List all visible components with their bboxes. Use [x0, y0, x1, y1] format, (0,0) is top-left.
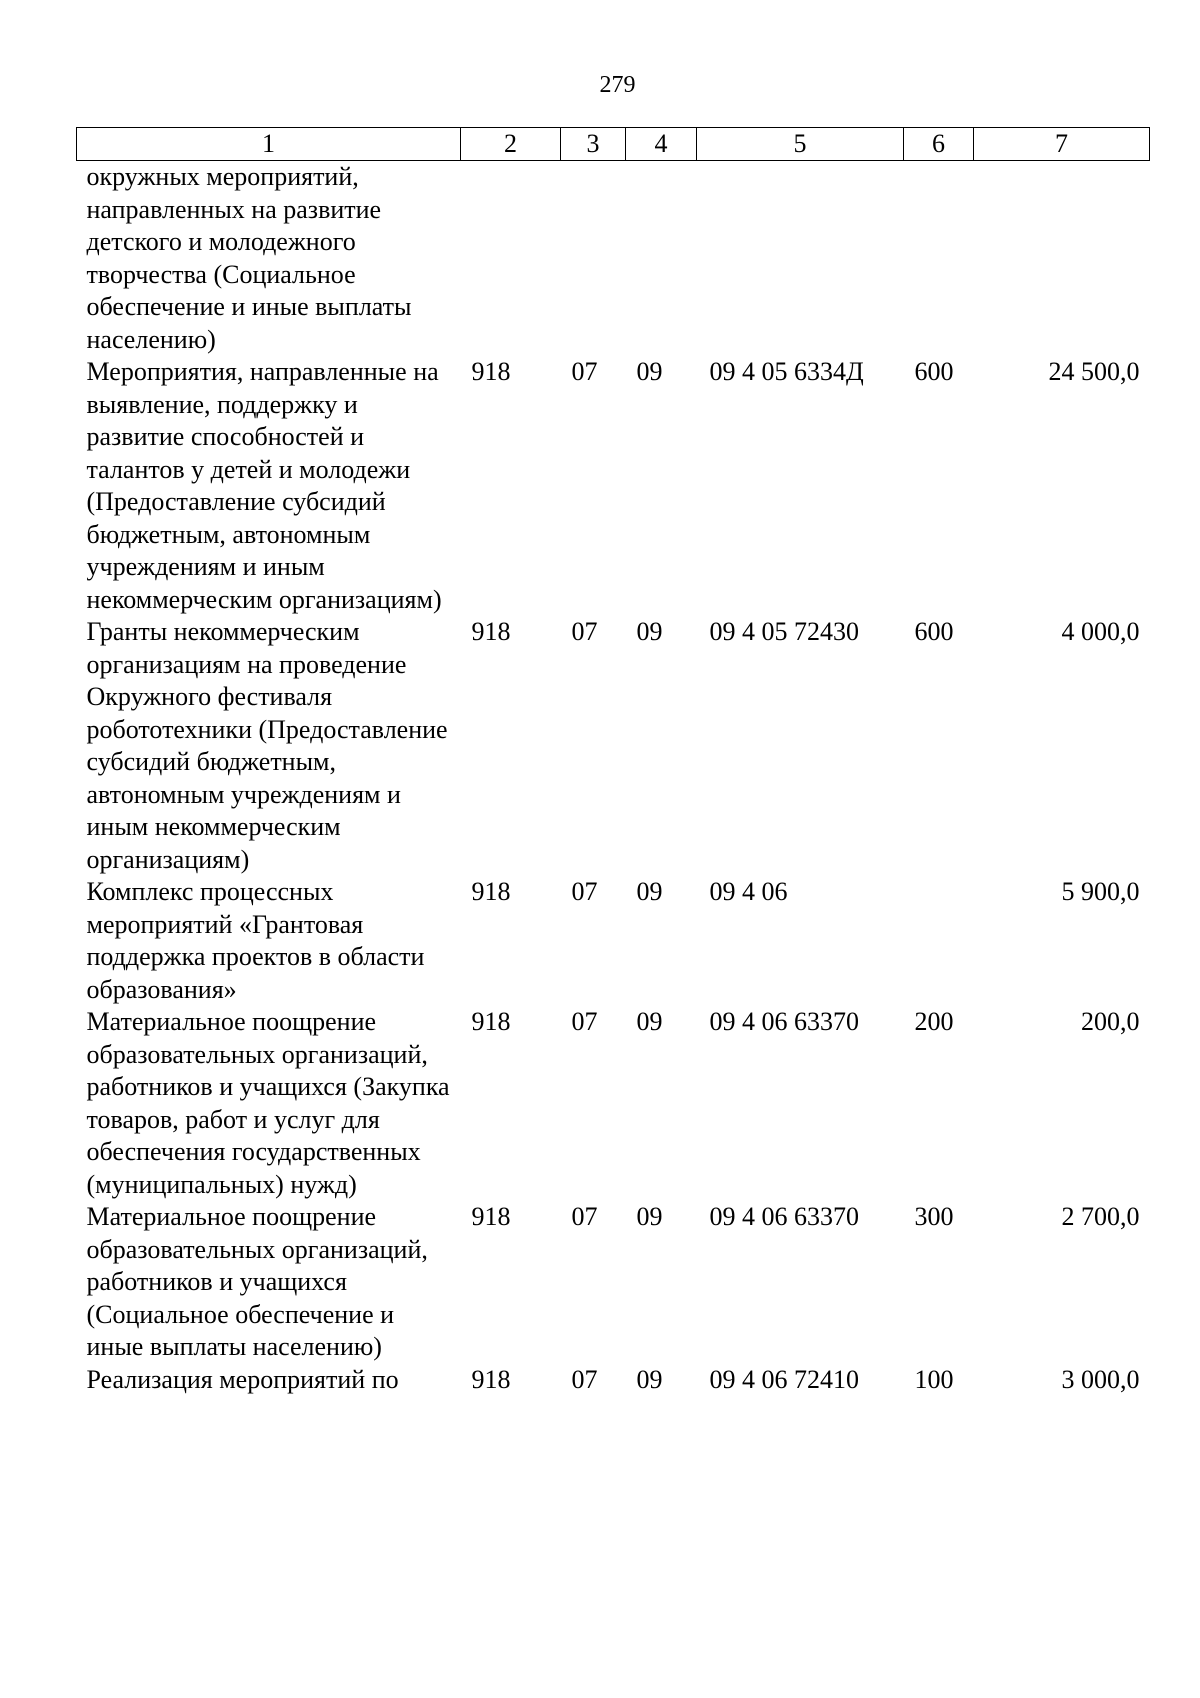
row-subsection: 09	[636, 1202, 663, 1231]
row-description: Материальное поощрение образовательных организаций, работников и учащихся (Закупка товаров, работ и услуг для обеспечения государственных (муниципальных) нужд)	[86, 1007, 450, 1199]
page-number: 279	[599, 72, 636, 98]
row-grbs: 918	[471, 357, 511, 386]
row-target-article	[697, 161, 904, 357]
row-expense-type: 600	[914, 357, 954, 386]
row-grbs	[461, 161, 561, 357]
row-amount: 3 000,0	[1061, 1364, 1140, 1394]
table-row	[77, 356, 1150, 616]
row-amount: 4 000,0	[1061, 617, 1140, 646]
row-subsection: 09	[636, 1007, 663, 1036]
row-amount: 24 500,0	[1048, 357, 1140, 386]
row-description: Комплекс процессных мероприятий «Грантовая поддержка проектов в области образования»	[86, 877, 425, 1004]
table-row	[77, 161, 1150, 357]
row-target-article: 09 4 05 6334Д	[709, 357, 864, 386]
header-row	[77, 128, 1150, 161]
row-subsection: 09	[636, 617, 663, 646]
row-section: 07	[571, 1202, 598, 1231]
row-description: окружных мероприятий, направленных на развитие детского и молодежного творчества (Социальное обеспечение и иные выплаты населению)	[86, 162, 412, 354]
row-grbs: 918	[471, 877, 511, 906]
row-section: 07	[571, 357, 598, 386]
column-header-1: 1	[77, 128, 461, 161]
row-section: 07	[571, 1364, 598, 1394]
row-grbs: 918	[471, 1202, 511, 1231]
row-amount: 5 900,0	[1061, 877, 1140, 906]
table-header	[77, 128, 1150, 161]
table-row	[77, 1201, 1150, 1364]
budget-table	[76, 127, 1150, 1396]
row-expense-type: 600	[914, 617, 954, 646]
row-amount: 200,0	[1081, 1007, 1140, 1036]
row-target-article: 09 4 06	[709, 877, 788, 906]
row-subsection	[626, 161, 697, 357]
column-header-4: 4	[626, 128, 697, 161]
column-header-6: 6	[904, 128, 974, 161]
row-target-article: 09 4 06 72410	[709, 1364, 859, 1394]
table-row	[77, 616, 1150, 876]
row-expense-type: 100	[914, 1364, 954, 1394]
table-row	[77, 1364, 1150, 1397]
row-grbs: 918	[471, 617, 511, 646]
row-target-article: 09 4 05 72430	[709, 617, 859, 646]
row-expense-type	[904, 161, 974, 357]
row-description: Материальное поощрение образовательных организаций, работников и учащихся (Социальное обеспечение и иные выплаты населению)	[86, 1202, 428, 1361]
column-header-3: 3	[561, 128, 626, 161]
column-header-5: 5	[697, 128, 904, 161]
column-header-2: 2	[461, 128, 561, 161]
row-target-article: 09 4 06 63370	[709, 1007, 859, 1036]
row-expense-type: 200	[914, 1007, 954, 1036]
row-section: 07	[571, 617, 598, 646]
row-section	[561, 161, 626, 357]
row-expense-type: 300	[914, 1202, 954, 1231]
row-expense-type	[904, 876, 974, 1006]
row-description: Гранты некоммерческим организациям на проведение Окружного фестиваля робототехники (Предоставление субсидий бюджетным, автономным учреждениям и иным некоммерческим организациям)	[86, 617, 448, 874]
row-amount	[974, 161, 1150, 357]
table-row	[77, 1006, 1150, 1201]
table-body	[77, 161, 1150, 1397]
row-section: 07	[571, 1007, 598, 1036]
row-target-article: 09 4 06 63370	[709, 1202, 859, 1231]
table-row	[77, 876, 1150, 1006]
row-grbs: 918	[471, 1364, 511, 1394]
row-section: 07	[571, 877, 598, 906]
row-subsection: 09	[636, 877, 663, 906]
row-description: Мероприятия, направленные на выявление, поддержку и развитие способностей и талантов у детей и молодежи (Предоставление субсидий бюджетным, автономным учреждениям и иным некоммерческим организациям)	[86, 357, 442, 614]
row-amount: 2 700,0	[1061, 1202, 1140, 1231]
row-grbs: 918	[471, 1007, 511, 1036]
row-subsection: 09	[636, 357, 663, 386]
row-description: Реализация мероприятий по	[86, 1364, 399, 1394]
column-header-7: 7	[974, 128, 1150, 161]
row-subsection: 09	[636, 1364, 663, 1394]
